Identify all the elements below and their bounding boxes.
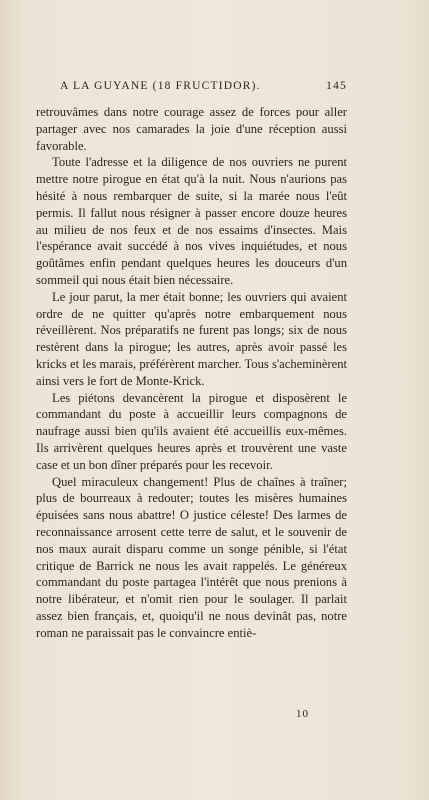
paragraph: Toute l'adresse et la diligence de nos ouvriers ne purent mettre notre pirogue en état qu'à la nuit. Nous n'aurions pas hésité à nous rembarquer de suite, si la marée nous l'eût permis. Il fallut nous résigner à passer encore douze heures au milieu de nos feux et de nos essaims d'insectes. Mais l'espérance avait succédé à nos vives inquiétudes, et nous goûtâmes enfin pendant quelques heures les douceurs d'un sommeil qui nous était bien nécessaire.: [36, 155, 347, 287]
body-text: [36, 104, 347, 642]
page-number: 145: [326, 80, 347, 92]
running-header: [36, 80, 347, 92]
running-title: A LA GUYANE (18 FRUCTIDOR).: [60, 80, 261, 92]
paragraph: Quel miraculeux changement! Plus de chaînes à traîner; plus de bourreaux à redouter; toutes les misères humaines épuisées sans nous abattre! O justice céleste! Des larmes de reconnaissance arrosent cette terre de salut, et le souvenir de nos maux aurait disparu comme un songe pénible, si l'état critique de Barrick ne nous les avait rappelés. Le généreux commandant du poste partagea l'intérêt que nous prenions à notre libérateur, et n'omit rien pour le soulager. Il parlait assez bien français, et, quoiqu'il ne nous devinât pas, notre roman ne paraissait pas le convaincre entiè-: [36, 474, 347, 640]
paragraph: Les piétons devancèrent la pirogue et disposèrent le commandant du poste à accueillir leurs compagnons de naufrage aussi bien qu'ils avaient été accueillis eux-mêmes. Ils arrivèrent quelques heures après et trouvèrent une vaste case et un bon dîner préparés pour les recevoir.: [36, 390, 347, 472]
paragraph: Le jour parut, la mer était bonne; les ouvriers qui avaient ordre de ne quitter qu'après notre embarquement nous réveillèrent. Nos préparatifs ne furent pas longs; six de nous restèrent dans la pirogue; les autres, après avoir passé les kricks et les marais, préférèrent marcher. Tous s'acheminèrent ainsi vers le fort de Monte-Krick.: [36, 289, 347, 388]
signature-mark: 10: [296, 708, 309, 720]
paragraph: retrouvâmes dans notre courage assez de forces pour aller partager avec nos camarades la joie d'une réception aussi favorable.: [36, 105, 347, 153]
